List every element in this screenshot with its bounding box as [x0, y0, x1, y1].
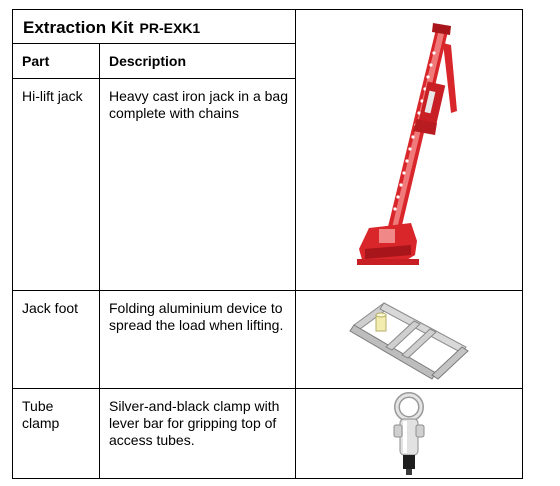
part-description: Silver-and-black clamp with lever bar for gripping top of access tubes. — [109, 398, 280, 448]
extraction-kit-table — [12, 9, 523, 479]
jack-foot-image-cell — [296, 291, 523, 389]
description-cell — [100, 291, 296, 389]
table-title — [13, 10, 295, 38]
table-title-cell — [13, 10, 296, 44]
part-name: Jack foot — [22, 300, 79, 316]
part-description: Folding aluminium device to spread the load when lifting. — [109, 300, 284, 333]
header-description: Description — [100, 44, 296, 79]
header-part: Part — [13, 44, 100, 79]
part-name: Hi-lift jack — [22, 88, 83, 104]
table-row-jack-foot — [13, 291, 100, 389]
jack-foot-image — [344, 295, 474, 385]
description-cell — [100, 389, 296, 479]
hi-lift-jack-image — [339, 23, 479, 278]
jack-image-cell — [296, 10, 523, 291]
description-cell — [100, 79, 296, 291]
part-description: Heavy cast iron jack in a bag complete with chains — [109, 88, 288, 121]
part-name: Tube clamp — [22, 398, 60, 431]
table-row-tube-clamp — [13, 389, 100, 479]
tube-clamp-image — [379, 391, 439, 477]
table-row-hi-lift-jack — [13, 79, 100, 291]
kit-name: Extraction Kit — [23, 18, 134, 37]
tube-clamp-image-cell — [296, 389, 523, 479]
kit-code: PR-EXK1 — [139, 20, 201, 36]
